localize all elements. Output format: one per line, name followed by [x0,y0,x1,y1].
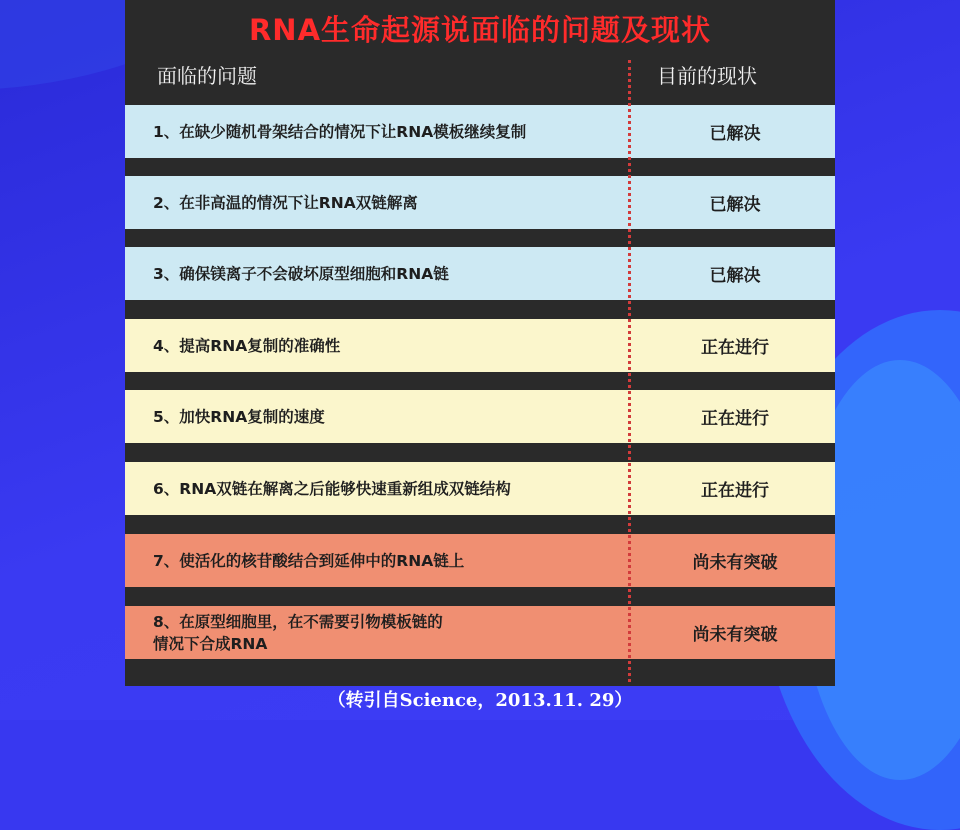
table-row [125,319,835,372]
column-header-issues: 面临的问题 [157,64,257,88]
issue-text: 2、在非高温的情况下让RNA双链解离 [153,193,418,212]
source-caption: （转引自Science，2013.11. 29） [327,690,633,711]
table-row [125,390,835,443]
table-row [125,606,835,659]
issue-text: 6、RNA双链在解离之后能够快速重新组成双链结构 [153,479,511,498]
status-text: 尚未有突破 [692,625,778,645]
status-text: 正在进行 [701,481,769,501]
table-row [125,105,835,158]
column-header-status: 目前的现状 [657,64,757,88]
table-row [125,176,835,229]
issues-table-panel [125,0,835,686]
table-row [125,462,835,515]
status-text: 已解决 [709,266,761,286]
status-text: 已解决 [709,124,761,144]
column-divider [628,60,631,682]
issue-text: 8、在原型细胞里，在不需要引物模板链的 情况下合成RNA [153,612,443,653]
slide-title: RNA生命起源说面临的问题及现状 [248,13,712,47]
issue-text: 5、加快RNA复制的速度 [153,407,325,426]
issue-text: 1、在缺少随机骨架结合的情况下让RNA模板继续复制 [153,122,527,141]
status-text: 已解决 [709,195,761,215]
issue-text: 3、确保镁离子不会破坏原型细胞和RNA链 [153,264,449,283]
issue-text: 7、使活化的核苷酸结合到延伸中的RNA链上 [153,551,465,570]
status-text: 尚未有突破 [692,553,778,573]
issue-text: 4、提高RNA复制的准确性 [153,336,341,355]
table-row [125,247,835,300]
status-text: 正在进行 [701,338,769,358]
status-text: 正在进行 [701,409,769,429]
table-row [125,534,835,587]
